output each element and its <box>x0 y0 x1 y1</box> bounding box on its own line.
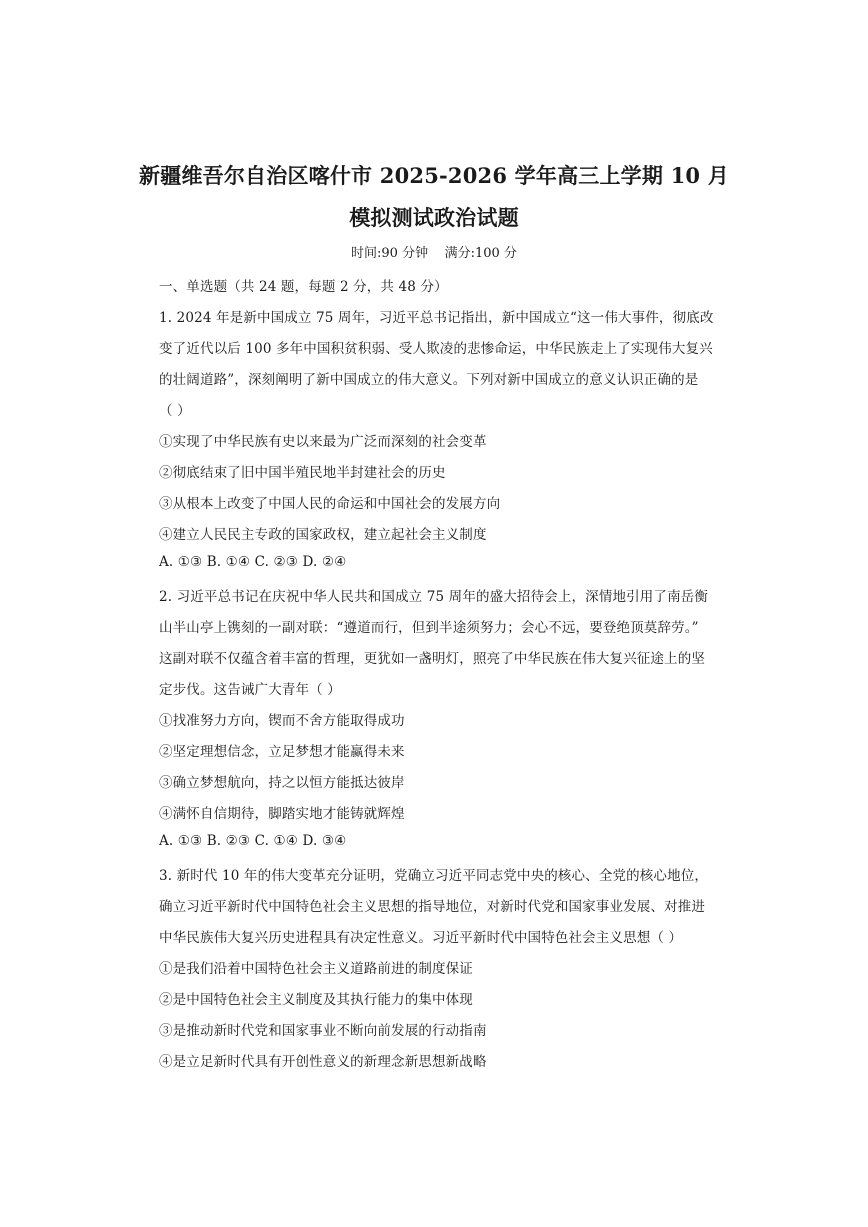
question-2-stem-line-4: 定步伐。这告诫广大青年（ ） <box>159 682 341 698</box>
question-3-stem-line-1: 3. 新时代 10 年的伟大变革充分证明，党确立习近平同志党中央的核心、全党的核心地位， <box>159 868 709 884</box>
question-3-option-4: ④是立足新时代具有开创性意义的新理念新思想新战略 <box>159 1054 487 1070</box>
question-3-option-1: ①是我们沿着中国特色社会主义道路前进的制度保证 <box>159 961 473 977</box>
section-header: 一、单选题（共 24 题，每题 2 分，共 48 分） <box>159 279 448 295</box>
question-3-option-3: ③是推动新时代党和国家事业不断向前发展的行动指南 <box>159 1023 487 1039</box>
question-1-stem-line-1: 1. 2024 年是新中国成立 75 周年，习近平总书记指出，新中国成立“这一伟大事件，彻底改 <box>159 310 714 326</box>
question-1-option-2: ②彻底结束了旧中国半殖民地半封建社会的历史 <box>159 465 446 481</box>
question-3-option-2: ②是中国特色社会主义制度及其执行能力的集中体现 <box>159 992 473 1008</box>
question-1-stem-line-4: （ ） <box>159 403 191 419</box>
exam-meta: 时间:90 分钟 满分:100 分 <box>351 246 517 261</box>
question-2-stem-line-1: 2. 习近平总书记在庆祝中华人民共和国成立 75 周年的盛大招待会上，深情地引用了南岳衡 <box>159 589 709 605</box>
question-3-stem-line-3: 中华民族伟大复兴历史进程具有决定性意义。习近平新时代中国特色社会主义思想（ ） <box>159 930 683 946</box>
question-1-stem-line-3: 的壮阔道路”，深刻阐明了新中国成立的伟大意义。下列对新中国成立的意义认识正确的是 <box>159 372 699 388</box>
question-2-option-1: ①找准努力方向，锲而不舍方能取得成功 <box>159 713 405 729</box>
question-3-stem-line-2: 确立习近平新时代中国特色社会主义思想的指导地位，对新时代党和国家事业发展、对推进 <box>159 899 705 915</box>
question-2-option-4: ④满怀自信期待，脚踏实地才能铸就辉煌 <box>159 806 405 822</box>
question-1-option-1: ①实现了中华民族有史以来最为广泛而深刻的社会变革 <box>159 434 487 450</box>
question-1-option-4: ④建立人民民主专政的国家政权，建立起社会主义制度 <box>159 527 487 543</box>
question-1-stem-line-2: 变了近代以后 100 多年中国积贫积弱、受人欺凌的悲惨命运，中华民族走上了实现伟大复兴 <box>159 341 713 357</box>
question-2-option-3: ③确立梦想航向，持之以恒方能抵达彼岸 <box>159 775 405 791</box>
question-1-answers: A. ①③ B. ①④ C. ②③ D. ②④ <box>159 554 347 570</box>
question-1-option-3: ③从根本上改变了中国人民的命运和中国社会的发展方向 <box>159 496 501 512</box>
question-2-stem-line-2: 山半山亭上镌刻的一副对联：“遵道而行，但到半途须努力；会心不远，要登绝顶莫辞劳。” <box>159 620 699 636</box>
exam-title-line-2: 模拟测试政治试题 <box>349 205 519 230</box>
question-2-option-2: ②坚定理想信念，立足梦想才能赢得未来 <box>159 744 405 760</box>
question-2-answers: A. ①③ B. ②③ C. ①④ D. ③④ <box>159 833 347 849</box>
question-2-stem-line-3: 这副对联不仅蕴含着丰富的哲理，更犹如一盏明灯，照亮了中华民族在伟大复兴征途上的坚 <box>159 651 705 667</box>
exam-title-line-1: 新疆维吾尔自治区喀什市 2025-2026 学年高三上学期 10 月 <box>139 163 729 188</box>
